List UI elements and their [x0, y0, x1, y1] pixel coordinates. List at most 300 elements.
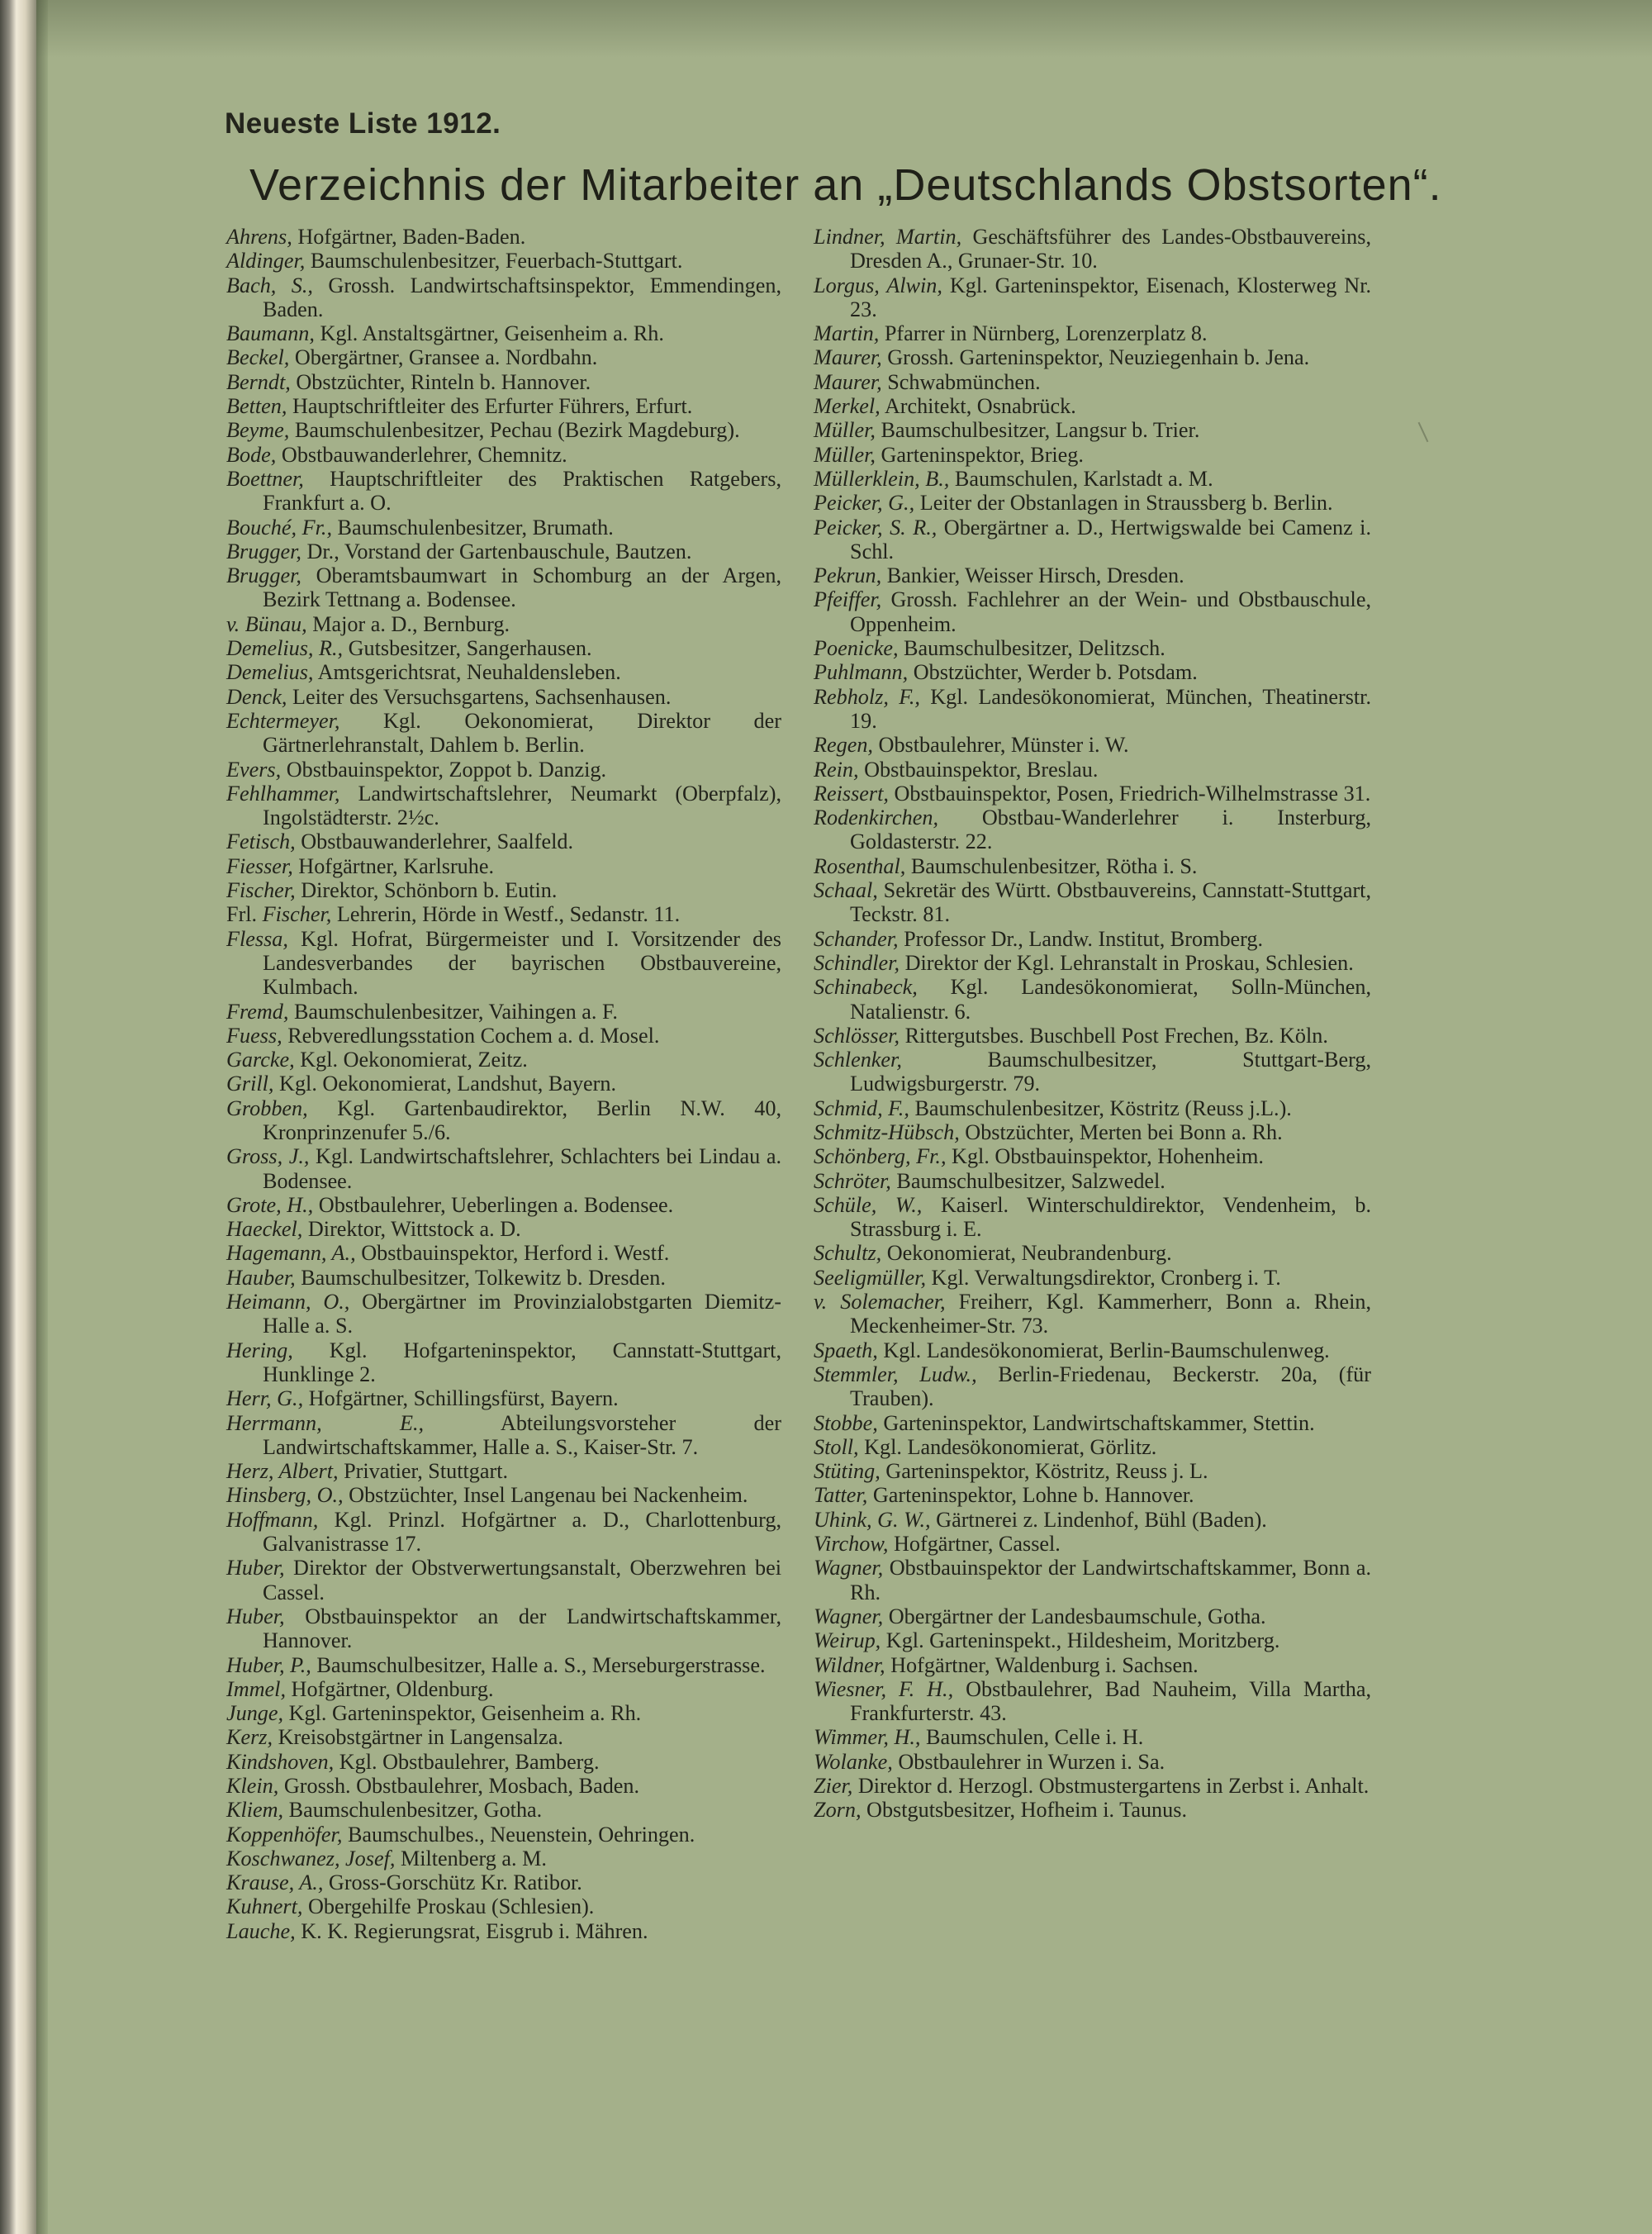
contributor-entry: [226, 443, 781, 467]
contributor-name: Grote, H.,: [226, 1192, 314, 1217]
contributor-description: Miltenberg a. M.: [400, 1846, 547, 1870]
contributor-name: Weirup,: [814, 1628, 881, 1653]
contributor-name: Hauber,: [226, 1265, 296, 1290]
contributor-description: Obstbauinspektor, Zoppot b. Danzig.: [286, 757, 607, 782]
contributor-description: Kgl. Garteninspektor, Eisenach, Klosterweg Nr. 23.: [850, 273, 1372, 321]
contributor-entry: [226, 1750, 781, 1774]
contributor-description: Kgl. Hofgarteninspektor, Cannstatt-Stuttgart, Hunklinge 2.: [263, 1338, 781, 1386]
contributor-entry: [814, 321, 1371, 345]
contributor-name: Reissert,: [814, 781, 889, 806]
contributor-name: Herz, Albert,: [226, 1459, 339, 1484]
contributor-entry: [814, 345, 1371, 369]
contributor-description: Obergärtner a. D., Hertwigswalde bei Camenz i. Schl.: [850, 515, 1371, 563]
contributor-description: Garteninspektor, Lohne b. Hannover.: [872, 1483, 1194, 1508]
contributor-description: Oekonomierat, Neubrandenburg.: [886, 1241, 1172, 1266]
contributor-entry: [226, 829, 781, 853]
page-top-shadow: [36, 0, 1652, 58]
contributor-entry: [226, 612, 781, 636]
contributor-description: Grossh. Obstbaulehrer, Mosbach, Baden.: [283, 1774, 640, 1798]
contributor-entry: [814, 1193, 1371, 1242]
contributor-description: Obstbauinspektor, Herford i. Westf.: [361, 1241, 670, 1266]
contributor-description: Obstgutsbesitzer, Hofheim i. Taunus.: [866, 1798, 1187, 1823]
contributor-entry: [814, 1508, 1371, 1532]
contributor-name: Schönberg, Fr.,: [814, 1144, 947, 1169]
contributor-entry: [814, 394, 1371, 418]
contributor-entry: [814, 491, 1371, 515]
contributor-entry: [814, 1362, 1371, 1411]
contributor-name: Rein,: [814, 757, 859, 782]
contributor-entry: [814, 1266, 1371, 1290]
contributor-description: Hofgärtner, Cassel.: [893, 1532, 1061, 1557]
contributor-description: Garteninspektor, Landwirtschaftskammer, Stettin.: [883, 1410, 1315, 1435]
contributor-description: Baumschulenbesitzer, Feuerbach-Stuttgart.: [310, 249, 683, 273]
contributor-description: Baumschulbesitzer, Delitzsch.: [904, 636, 1165, 661]
contributor-description: Kgl. Landesökonomierat, Görlitz.: [864, 1434, 1157, 1459]
contributor-name: Flessa,: [226, 926, 288, 951]
contributor-description: Baumschulenbesitzer, Brumath.: [337, 515, 614, 539]
contributor-description: Obstbaulehrer, Bad Nauheim, Villa Martha, Frankfurterstr. 43.: [850, 1676, 1372, 1726]
contributor-name: Peicker, G.,: [814, 491, 915, 516]
contributor-name: Tatter,: [814, 1483, 868, 1508]
contributor-description: Rittergutsbes. Buschbell Post Frechen, Bz. Köln.: [904, 1023, 1328, 1048]
contributor-description: Obstzüchter, Insel Langenau bei Nackenheim.: [349, 1483, 748, 1508]
contributor-entry: [226, 467, 781, 516]
contributor-name: Grill,: [226, 1072, 274, 1096]
contributor-name: Kerz,: [226, 1725, 273, 1750]
contributor-description: Kgl. Oekonomierat, Landshut, Bayern.: [279, 1072, 617, 1096]
contributor-entry: [226, 321, 781, 345]
contributor-description: Pfarrer in Nürnberg, Lorenzerplatz 8.: [884, 321, 1208, 346]
book-binding-edge: [0, 0, 36, 2234]
contributor-description: Privatier, Stuttgart.: [344, 1459, 509, 1484]
contributor-description: Kgl. Gartenbaudirektor, Berlin N.W. 40, Kronprinzenufer 5./6.: [263, 1096, 782, 1144]
contributor-name: Lindner, Martin,: [814, 225, 962, 249]
contributor-entry: [814, 587, 1371, 636]
contributor-description: Kgl. Landwirtschaftslehrer, Schlachters bei Lindau a. Bodensee.: [263, 1144, 782, 1193]
contributor-name: Pfeiffer,: [814, 587, 882, 612]
contributor-entry: [226, 563, 781, 612]
contributor-description: Schwabmünchen.: [887, 369, 1041, 394]
contributor-name: Koschwanez, Josef,: [226, 1846, 396, 1870]
contributor-name: Brugger,: [226, 539, 301, 563]
contributor-description: Kgl. Oekonomierat, Direktor der Gärtnerlehranstalt, Dahlem b. Berlin.: [263, 708, 781, 758]
contributor-name: Herrmann, E.,: [226, 1410, 425, 1435]
contributor-entry: [226, 370, 781, 394]
contributor-name: Gross, J.,: [226, 1144, 310, 1169]
contributor-entry: [814, 1435, 1371, 1459]
contributor-entry: [226, 1459, 781, 1483]
contributor-description: Kgl. Landesökonomierat, Solln-München, Natalienstr. 6.: [850, 975, 1371, 1024]
contributor-description: Hofgärtner, Karlsruhe.: [298, 853, 495, 878]
contributor-entry: [226, 1217, 781, 1241]
contributor-entry: [226, 927, 781, 1000]
contributor-description: Rebveredlungsstation Cochem a. d. Mosel.: [287, 1023, 660, 1048]
contributor-name: Junge,: [226, 1701, 284, 1726]
contributor-name: v. Bünau,: [226, 611, 307, 636]
contributor-name: Stoll,: [814, 1434, 859, 1459]
contributor-entry: [814, 1653, 1371, 1677]
contributor-entry: [226, 660, 781, 684]
contributor-entry: [814, 636, 1371, 660]
contributor-entry: [226, 878, 781, 902]
contributor-name: Pekrun,: [814, 563, 882, 588]
contributor-entry: [226, 1677, 781, 1701]
list-label: Neueste Liste 1912.: [225, 107, 501, 140]
contributor-name: Bouché, Fr.,: [226, 515, 332, 539]
contributor-name: Demelius, R.,: [226, 636, 344, 661]
contributor-description: Baumschulbesitzer, Tolkewitz b. Dresden.: [301, 1265, 666, 1290]
contributor-entry: [226, 1823, 781, 1847]
contributor-entry: [814, 1725, 1371, 1749]
contributor-name: Echtermeyer,: [226, 708, 340, 733]
contributor-name: Rosenthal,: [814, 853, 906, 878]
contributor-description: Landwirtschaftslehrer, Neumarkt (Oberpfalz), Ingolstädterstr. 2½c.: [263, 781, 782, 830]
contributor-name: Beyme,: [226, 418, 290, 443]
contributor-entry: [814, 370, 1371, 394]
paper-mark: [1418, 422, 1429, 442]
contributor-description: Direktor, Schönborn b. Eutin.: [301, 878, 558, 903]
contributor-description: Kgl. Hofrat, Bürgermeister und I. Vorsitzender des Landesverbandes der bayrischen Obstbauvereine, Kulmbach.: [263, 926, 781, 1000]
contributor-description: Direktor der Obstverwertungsanstalt, Oberzwehren bei Cassel.: [263, 1556, 781, 1604]
contributor-name: Martin,: [814, 321, 880, 346]
contributor-name: Schander,: [814, 926, 899, 951]
contributor-name: Schüle, W.,: [814, 1192, 923, 1217]
contributor-name: Betten,: [226, 394, 287, 419]
contributor-description: Gutsbesitzer, Sangerhausen.: [348, 636, 592, 661]
contributor-entry: [814, 854, 1371, 878]
contributor-description: Gross-Gorschütz Kr. Ratibor.: [328, 1870, 582, 1895]
contributor-name: Zorn,: [814, 1798, 862, 1823]
contributor-description: Obstbaulehrer, Münster i. W.: [878, 733, 1129, 758]
contributor-entry: [226, 273, 781, 322]
contributor-name: Garcke,: [226, 1048, 295, 1072]
contributor-description: Major a. D., Bernburg.: [312, 611, 510, 636]
contributor-name: Schröter,: [814, 1168, 891, 1193]
contributor-name: Wildner,: [814, 1652, 885, 1677]
contributor-name: Maurer,: [814, 369, 882, 394]
contributor-description: Kgl. Verwaltungsdirektor, Cronberg i. T.: [931, 1265, 1281, 1290]
contributor-entry: [226, 854, 781, 878]
contributor-description: K. K. Regierungsrat, Eisgrub i. Mähren.: [301, 1918, 648, 1943]
contributor-name: Rodenkirchen,: [814, 806, 938, 830]
contributor-name: Krause, A.,: [226, 1870, 324, 1895]
contributor-name: Brugger,: [226, 563, 301, 588]
contributor-entry: [814, 443, 1371, 467]
contributor-name: Kuhnert,: [226, 1894, 303, 1919]
contributor-name: Lauche,: [226, 1918, 296, 1943]
contributor-description: Hauptschriftleiter des Praktischen Ratgebers, Frankfurt a. O.: [263, 466, 781, 516]
contributor-name: Peicker, S. R.,: [814, 515, 938, 539]
contributor-description: Baumschulbes., Neuenstein, Oehringen.: [347, 1822, 695, 1847]
contributor-entry: [226, 1701, 781, 1725]
contributor-description: Obstbaulehrer, Ueberlingen a. Bodensee.: [318, 1192, 674, 1217]
contributor-description: Direktor, Wittstock a. D.: [307, 1217, 521, 1242]
contributor-entry: [226, 1653, 781, 1677]
contributor-name: Ahrens,: [226, 225, 292, 249]
contributor-entry: [814, 1144, 1371, 1168]
contributor-name: Immel,: [226, 1676, 286, 1701]
contributor-entry: [226, 685, 781, 709]
contributor-entry: [226, 249, 781, 273]
contributor-name: Huber,: [226, 1556, 285, 1580]
contributor-entry: [814, 975, 1371, 1024]
contributor-entry: [814, 1338, 1371, 1362]
contributor-description: Lehrerin, Hörde in Westf., Sedanstr. 11.: [336, 902, 681, 927]
contributor-name: Puhlmann,: [814, 660, 909, 685]
contributor-entry: [814, 1459, 1371, 1483]
contributor-description: Hofgärtner, Schillingsfürst, Bayern.: [308, 1386, 619, 1411]
binding-gutter: [36, 0, 48, 2234]
contributor-description: Kaiserl. Winterschuldirektor, Vendenheim, b. Strassburg i. E.: [850, 1192, 1371, 1242]
contributor-name: Evers,: [226, 757, 282, 782]
contributor-name: Fremd,: [226, 999, 289, 1024]
contributor-entry: [226, 1096, 781, 1145]
contributor-name: Müller,: [814, 442, 876, 467]
contributor-entry: [814, 1677, 1371, 1726]
contributor-name: Aldinger,: [226, 249, 306, 273]
contributor-entry: [814, 516, 1371, 564]
contributor-name: Baumann,: [226, 321, 315, 346]
contributor-name: Berndt,: [226, 369, 291, 394]
contributor-entry: [226, 636, 781, 660]
contributor-description: Hofgärtner, Oldenburg.: [291, 1676, 494, 1701]
contributor-name: Fischer,: [262, 902, 332, 927]
contributor-description: Oberamtsbaumwart in Schomburg an der Argen, Bezirk Tettnang a. Bodensee.: [263, 563, 782, 612]
contributor-entry: [814, 225, 1371, 273]
contributor-entry: [226, 1508, 781, 1557]
contributor-description: Direktor der Kgl. Lehranstalt in Proskau, Schlesien.: [904, 950, 1354, 975]
contributor-entry: [226, 345, 781, 369]
contributor-name: Denck,: [226, 684, 287, 709]
contributor-description: Abteilungsvorsteher der Landwirtschaftskammer, Halle a. S., Kaiser-Str. 7.: [263, 1410, 781, 1459]
contributor-description: Professor Dr., Landw. Institut, Bromberg.: [904, 926, 1264, 951]
contributor-description: Architekt, Osnabrück.: [884, 394, 1076, 419]
contributor-description: Baumschulenbesitzer, Pechau (Bezirk Magdeburg).: [294, 418, 740, 443]
contributor-description: Gärtnerei z. Lindenhof, Bühl (Baden).: [936, 1507, 1267, 1532]
contributor-entry: [226, 1338, 781, 1387]
contributor-entry: [814, 1096, 1371, 1120]
contributor-description: Baumschulen, Karlstadt a. M.: [954, 466, 1213, 491]
contributor-entry: [226, 1241, 781, 1265]
contributor-entry: [814, 1798, 1371, 1822]
contributor-name: Grobben,: [226, 1096, 308, 1120]
contributor-entry: [226, 539, 781, 563]
contributor-entry: [226, 1870, 781, 1894]
contributor-name: Bode,: [226, 442, 277, 467]
contributor-name: Schindler,: [814, 950, 900, 975]
contributor-name: Virchow,: [814, 1532, 889, 1557]
contributor-description: Obstbauinspektor an der Landwirtschaftskammer, Hannover.: [263, 1604, 781, 1653]
contributor-name: Fischer,: [226, 878, 296, 903]
contributor-name: Boettner,: [226, 466, 304, 491]
contributor-name: Zier,: [814, 1774, 853, 1798]
contributor-description: Obergärtner im Provinzialobstgarten Diemitz-Halle a. S.: [263, 1290, 782, 1338]
contributor-entry: [814, 660, 1371, 684]
contributor-entry: [226, 1725, 781, 1749]
contributor-entry: [226, 709, 781, 758]
contributor-description: Obergärtner, Gransee a. Nordbahn.: [294, 345, 598, 370]
contributor-entry: [814, 418, 1371, 442]
contributor-name: Wimmer, H.,: [814, 1725, 921, 1750]
contributor-name: Hagemann, A.,: [226, 1241, 356, 1266]
contributor-description: Obstzüchter, Merten bei Bonn a. Rh.: [965, 1119, 1283, 1144]
contributor-name: Wagner,: [814, 1556, 884, 1580]
contributor-description: Amtsgerichtsrat, Neuhaldensleben.: [317, 660, 621, 685]
contributor-name: Merkel,: [814, 394, 881, 419]
contributor-description: Obergärtner der Landesbaumschule, Gotha.: [888, 1604, 1266, 1628]
contributor-entry: [226, 394, 781, 418]
contributor-description: Kgl. Anstaltsgärtner, Geisenheim a. Rh.: [320, 321, 664, 346]
contributor-name: Wiesner, F. H.,: [814, 1676, 954, 1701]
contributor-description: Leiter der Obstanlagen in Straussberg b. Berlin.: [919, 491, 1333, 516]
contributor-entry: [814, 758, 1371, 782]
contributor-entry: [814, 733, 1371, 757]
contributor-description: Direktor d. Herzogl. Obstmustergartens in Zerbst i. Anhalt.: [857, 1774, 1370, 1798]
contributor-entry: [226, 1556, 781, 1604]
contributor-entry: [226, 1604, 781, 1653]
contributor-name: Schultz,: [814, 1241, 882, 1266]
contributor-description: Kgl. Landesökonomierat, Berlin-Baumschulenweg.: [883, 1338, 1330, 1362]
contributor-entry: [814, 1241, 1371, 1265]
contributor-description: Obergehilfe Proskau (Schlesien).: [307, 1894, 595, 1919]
contributor-description: Grossh. Garteninspektor, Neuziegenhain b. Jena.: [887, 345, 1310, 370]
contributor-description: Kreisobstgärtner in Langensalza.: [278, 1725, 563, 1750]
contributor-description: Obstbauinspektor, Breslau.: [864, 757, 1099, 782]
contributor-entry: [814, 273, 1371, 322]
contributor-description: Baumschulen, Celle i. H.: [926, 1725, 1144, 1750]
contributor-name: Fetisch,: [226, 829, 296, 854]
contributor-name: v. Solemacher,: [814, 1290, 946, 1314]
contributor-description: Freiherr, Kgl. Kammerherr, Bonn a. Rhein, Meckenheimer-Str. 73.: [850, 1290, 1371, 1338]
contributor-entry: [226, 418, 781, 442]
contributor-entry: [814, 1750, 1371, 1774]
contributor-description: Obstbauwanderlehrer, Chemnitz.: [281, 442, 567, 467]
contributor-entry: [814, 1290, 1371, 1338]
contributor-name: Demelius,: [226, 660, 314, 685]
contributor-name: Hering,: [226, 1338, 293, 1362]
contributor-prefix: Frl.: [226, 902, 258, 927]
contributor-entry: [226, 1024, 781, 1048]
contributor-entry: [814, 563, 1371, 587]
contributor-name: Huber, P.,: [226, 1652, 311, 1677]
contributor-description: Baumschulenbesitzer, Vaihingen a. F.: [293, 999, 618, 1024]
contributor-name: Rebholz, F.,: [814, 684, 920, 709]
contributor-description: Kgl. Landesökonomierat, München, Theatinerstr. 19.: [850, 684, 1371, 733]
contributor-entry: [226, 1000, 781, 1024]
contributor-entry: [226, 1048, 781, 1072]
contributor-name: Fehlhammer,: [226, 781, 340, 806]
contributor-name: Schinabeck,: [814, 975, 918, 1000]
contributor-entry: [814, 806, 1371, 854]
contributor-name: Wolanke,: [814, 1749, 893, 1774]
contributor-entry: [226, 1774, 781, 1798]
contributor-description: Dr., Vorstand der Gartenbauschule, Bautzen.: [306, 539, 692, 563]
contributor-name: Herr, G.,: [226, 1386, 304, 1411]
contributor-entry: [814, 1483, 1371, 1507]
contributor-entry: [226, 1193, 781, 1217]
contributor-entry: [814, 685, 1371, 734]
contributor-description: Bankier, Weisser Hirsch, Dresden.: [886, 563, 1184, 588]
contributor-name: Fuess,: [226, 1023, 282, 1048]
contributor-description: Berlin-Friedenau, Beckerstr. 20a, (für Trauben).: [850, 1362, 1371, 1411]
contributor-name: Heimann, O.,: [226, 1290, 350, 1314]
contributor-description: Obstbauinspektor der Landwirtschaftskammer, Bonn a. Rh.: [850, 1556, 1371, 1604]
contributor-entry: [226, 1894, 781, 1918]
contributor-entry: [226, 1847, 781, 1870]
contributor-description: Hofgärtner, Baden-Baden.: [297, 225, 526, 249]
contributor-description: Obstbaulehrer in Wurzen i. Sa.: [898, 1749, 1165, 1774]
contributor-description: Sekretär des Württ. Obstbauvereins, Cannstatt-Stuttgart, Teckstr. 81.: [850, 878, 1371, 927]
contributor-name: Seeligmüller,: [814, 1265, 926, 1290]
contributor-entry: [226, 902, 781, 926]
contributors-column-left: [226, 225, 781, 1943]
contributor-name: Haeckel,: [226, 1217, 303, 1242]
contributor-description: Baumschulbesitzer, Langsur b. Trier.: [881, 418, 1200, 443]
contributor-description: Obstbauinspektor, Posen, Friedrich-Wilhelmstrasse 31.: [894, 781, 1371, 806]
contributor-description: Kgl. Obstbauinspektor, Hohenheim.: [952, 1144, 1264, 1169]
contributor-name: Schaal,: [814, 878, 878, 903]
contributor-name: Klein,: [226, 1774, 279, 1798]
contributor-description: Hauptschriftleiter des Erfurter Führers, Erfurt.: [292, 394, 693, 419]
contributor-name: Müllerklein, B.,: [814, 466, 950, 491]
contributor-entry: [814, 1120, 1371, 1144]
contributor-description: Baumschulenbesitzer, Gotha.: [288, 1798, 543, 1823]
contributor-name: Beckel,: [226, 345, 290, 370]
contributor-description: Obstbau-Wanderlehrer i. Insterburg, Goldasterstr. 22.: [850, 806, 1372, 854]
contributor-description: Baumschulbesitzer, Stuttgart-Berg, Ludwigsburgerstr. 79.: [850, 1048, 1372, 1096]
contributor-description: Kgl. Obstbaulehrer, Bamberg.: [339, 1749, 600, 1774]
contributor-description: Kgl. Oekonomierat, Zeitz.: [300, 1048, 528, 1072]
contributor-entry: [226, 1072, 781, 1096]
contributor-description: Leiter des Versuchsgartens, Sachsenhausen.: [292, 684, 672, 709]
contributor-description: Kgl. Garteninspektor, Geisenheim a. Rh.: [288, 1701, 642, 1726]
contributor-name: Fiesser,: [226, 853, 293, 878]
contributor-entry: [814, 1604, 1371, 1628]
contributor-name: Stobbe,: [814, 1410, 878, 1435]
contributor-entry: [814, 927, 1371, 951]
contributor-description: Obstbauwanderlehrer, Saalfeld.: [301, 829, 573, 854]
contributor-entry: [226, 758, 781, 782]
contributor-name: Wagner,: [814, 1604, 884, 1628]
contributor-entry: [226, 1144, 781, 1193]
contributor-entry: [814, 951, 1371, 975]
contributor-name: Uhink, G. W.,: [814, 1507, 931, 1532]
contributor-name: Poenicke,: [814, 636, 899, 661]
contributor-entry: [814, 1532, 1371, 1556]
contributor-description: Baumschulbesitzer, Halle a. S., Merseburgerstrasse.: [316, 1652, 766, 1677]
contributor-name: Stemmler, Ludw.,: [814, 1362, 977, 1386]
contributor-entry: [814, 1024, 1371, 1048]
contributor-name: Spaeth,: [814, 1338, 878, 1362]
contributor-description: Baumschulenbesitzer, Köstritz (Reuss j.L.).: [914, 1096, 1292, 1120]
contributor-name: Hoffmann,: [226, 1507, 319, 1532]
contributor-name: Regen,: [814, 733, 873, 758]
contributor-name: Schlösser,: [814, 1023, 900, 1048]
contributor-description: Baumschulbesitzer, Salzwedel.: [896, 1168, 1165, 1193]
contributor-entry: [226, 1483, 781, 1507]
contributor-entry: [814, 782, 1371, 806]
contributor-entry: [226, 1266, 781, 1290]
contributor-name: Schmitz-Hübsch,: [814, 1119, 960, 1144]
page-title: Verzeichnis der Mitarbeiter an „Deutschlands Obstsorten“.: [249, 160, 1442, 210]
contributor-entry: [814, 1628, 1371, 1652]
contributor-name: Schlenker,: [814, 1048, 902, 1072]
contributor-name: Stüting,: [814, 1459, 881, 1484]
contributor-description: Garteninspektor, Brieg.: [881, 442, 1084, 467]
contributor-description: Obstzüchter, Rinteln b. Hannover.: [296, 369, 591, 394]
contributor-entry: [226, 1411, 781, 1460]
contributor-description: Kgl. Prinzl. Hofgärtner a. D., Charlottenburg, Galvanistrasse 17.: [263, 1507, 782, 1557]
